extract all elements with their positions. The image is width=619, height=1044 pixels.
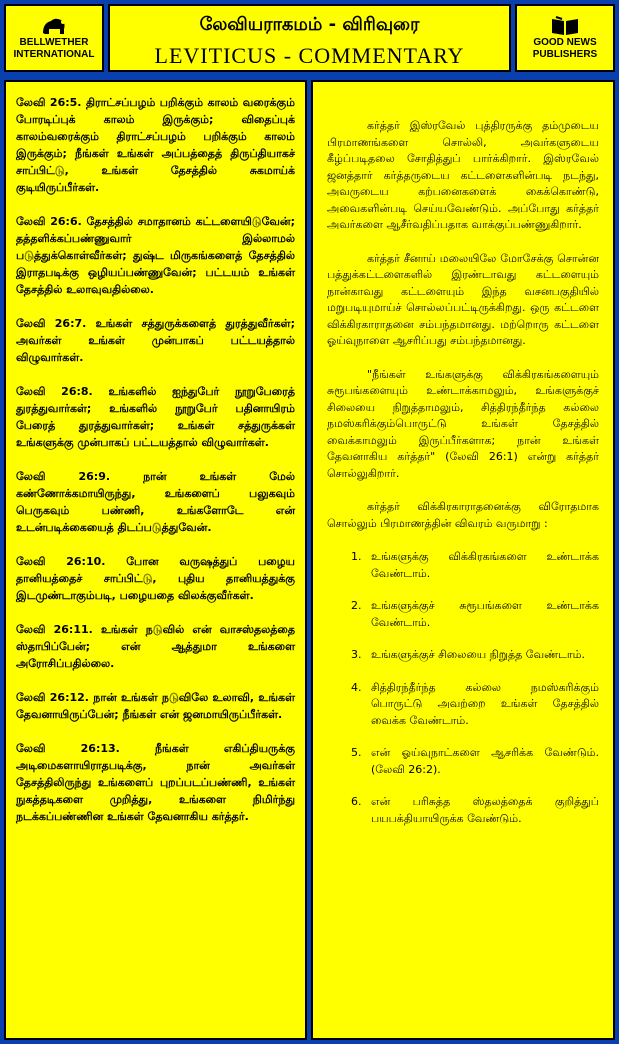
commentary-paragraph-4: கர்த்தர் விக்கிரகாராதனைக்கு விரோதமாக சொல்லும் பிரமாணத்தின் விவரம் வருமாறு : [327, 500, 599, 530]
good-news-logo-line1: GOOD NEWS [533, 37, 597, 48]
commandment-list [327, 549, 599, 827]
list-item: 1. உங்களுக்கு விக்கிரகங்களை உண்டாக்க வேண்டாம். [365, 549, 599, 582]
verse-26-13: லேவி 26:13. நீங்கள் எகிப்தியருக்கு அடிமைகளாயிராதபடிக்கு, நான் அவர்கள் தேசத்திலிருந்து உங்களைப் புறப்படப்பண்ணி, உங்கள் நுகத்தடிகளை முறித்து, உங்களை நிமிர்ந்து நடக்கப்பண்ணின உங்கள் தேவனாகிய கர்த்தர். [16, 742, 295, 823]
list-item: 4. சித்திரந்தீர்ந்த கல்லை நமஸ்கரிக்கும் பொருட்டு அவற்றை உங்கள் தேசத்தில் வைக்க வேண்டாம். [365, 680, 599, 730]
verses-column [4, 80, 307, 1040]
verse-26-7: லேவி 26:7. உங்கள் சத்துருக்களைத் துரத்துவீர்கள்; அவர்கள் உங்கள் முன்பாகப் பட்டயத்தால் விழுவார்கள். [16, 317, 295, 364]
verse-26-9: லேவி 26:9. நான் உங்கள் மேல் கண்ணோக்கமாயிருந்து, உங்களைப் பலுகவும் பெருகவும் பண்ணி, உங்களோடே என் உடன்படிக்கையைத் திடப்படுத்துவேன். [16, 470, 295, 534]
verse-26-6: லேவி 26:6. தேசத்தில் சமாதானம் கட்டளையிடுவேன்; தத்தளிக்கப்பண்ணுவார் இல்லாமல் படுத்துக்கொள்வீர்கள்; துஷ்ட மிருகங்களைத் தேசத்தில் இராதபடிக்கு ஒழியப்பண்ணுவேன்; பட்டயம் உங்கள் தேசத்தில் உலாவுவதில்லை. [16, 215, 295, 296]
verse-26-11: லேவி 26:11. உங்கள் நடுவில் என் வாசஸ்தலத்தை ஸ்தாபிப்பேன்; என் ஆத்துமா உங்களை அரோசிப்பதில்லை. [16, 623, 295, 670]
verse-26-10: லேவி 26:10. போன வருஷத்துப் பழைய தானியத்தைச் சாப்பிட்டு, புதிய தானியத்துக்கு இடமுண்டாகும்படி, பழையதை விலக்குவீர்கள். [16, 555, 295, 602]
good-news-logo-box [515, 4, 615, 72]
list-item: 5. என் ஓய்வுநாட்களை ஆசரிக்க வேண்டும். (லேவி 26:2). [365, 745, 599, 778]
commentary-column [311, 80, 615, 1040]
commentary-paragraph-2: கர்த்தர் சீனாய் மலையிலே மோசேக்கு சொன்ன பத்துக்கட்டளைகளில் இரண்டாவது கட்டளையும் நான்காவது கட்டளையும் இந்த வசனபகுதியில் மறுபடியுமாய்ச் சொல்லப்பட்டிருக்கிறது. ஒரு கட்டளை விக்கிரகாராதனை சம்பந்தமானது. மற்றொரு கட்டளை ஓய்வுநாளை ஆசரிப்பது சம்பந்தமானது. [327, 251, 599, 347]
commentary-paragraph-1: கர்த்தர் இஸ்ரவேல் புத்திரருக்கு தம்முடைய பிரமாணங்களை சொல்லி, அவர்களுடைய கீழ்ப்படிதலை சோதித்துப் பார்க்கிறார். இஸ்ரவேல் ஜனத்தார் கர்த்தருடைய கட்டளைகளின்படி நடந்து, அவருடைய கற்பனைகளைக் கைக்கொண்டு, அவைகளின்படி செய்யவேண்டும். அப்போது கர்த்தர் அவர்களை ஆசீர்வதிப்பதாக வாக்குப்பண்ணுகிறார். [327, 119, 599, 231]
verse-26-12: லேவி 26:12. நான் உங்கள் நடுவிலே உலாவி, உங்கள் தேவனாயிருப்பேன்; நீங்கள் என் ஜனமாயிருப்பீர்கள். [16, 691, 295, 721]
bellwether-logo-box [4, 4, 104, 72]
bellwether-logo-line1: BELLWETHER [19, 37, 89, 48]
verse-26-5: லேவி 26:5. திராட்சப்பழம் பறிக்கும் காலம் வரைக்கும் போரடிப்புக் காலம் இருக்கும்; விதைப்புக் காலம்வரைக்கும் திராட்சப்பழம் பறிக்கும் காலம் இருக்கும்; நீங்கள் உங்கள் அப்பத்தைத் திருப்தியாகச் சாப்பிட்டு, உங்கள் தேசத்தில் சுகமாய்க் குடியிருப்பீர்கள். [16, 96, 295, 194]
good-news-logo-line2: PUBLISHERS [532, 49, 598, 60]
list-item: 2. உங்களுக்குச் சுரூபங்களை உண்டாக்க வேண்டாம். [365, 598, 599, 631]
bellwether-ram-icon [39, 15, 69, 37]
title-english: LEVITICUS - COMMENTARY [154, 43, 465, 68]
title-tamil: லேவியராகமம் - விரிவுரை [199, 14, 420, 35]
list-item: 6. என் பரிசுத்த ஸ்தலத்தைக் குறித்துப் பயபக்தியாயிருக்க வேண்டும். [365, 794, 599, 827]
verse-26-8: லேவி 26:8. உங்களில் ஐந்துபேர் நூறுபேரைத் துரத்துவார்கள்; உங்களில் நூறுபேர் பதினாயிரம் பேரைத் துரத்துவார்கள்; உங்கள் சத்துருக்கள் உங்களுக்கு முன்பாகப் பட்டயத்தால் விழுவார்கள். [16, 385, 295, 449]
list-item: 3. உங்களுக்குச் சிலையை நிறுத்த வேண்டாம். [365, 647, 599, 664]
good-news-book-icon [550, 15, 580, 37]
bellwether-logo-line2: INTERNATIONAL [13, 49, 95, 60]
commentary-paragraph-3: "நீங்கள் உங்களுக்கு விக்கிரகங்களையும் சுரூபங்களையும் உண்டாக்காமலும், உங்களுக்குச் சிலையை நிறுத்தாமலும், சித்திரந்தீர்ந்த கல்லை நமஸ்கரிக்கும்பொருட்டு உங்கள் தேசத்தில் வைக்காமலும் இருப்பீர்களாக; நான் உங்கள் தேவனாகிய கர்த்தர்" (லேவி 26:1) என்று கர்த்தர் சொல்லுகிறார். [327, 367, 599, 480]
title-box [108, 4, 511, 72]
